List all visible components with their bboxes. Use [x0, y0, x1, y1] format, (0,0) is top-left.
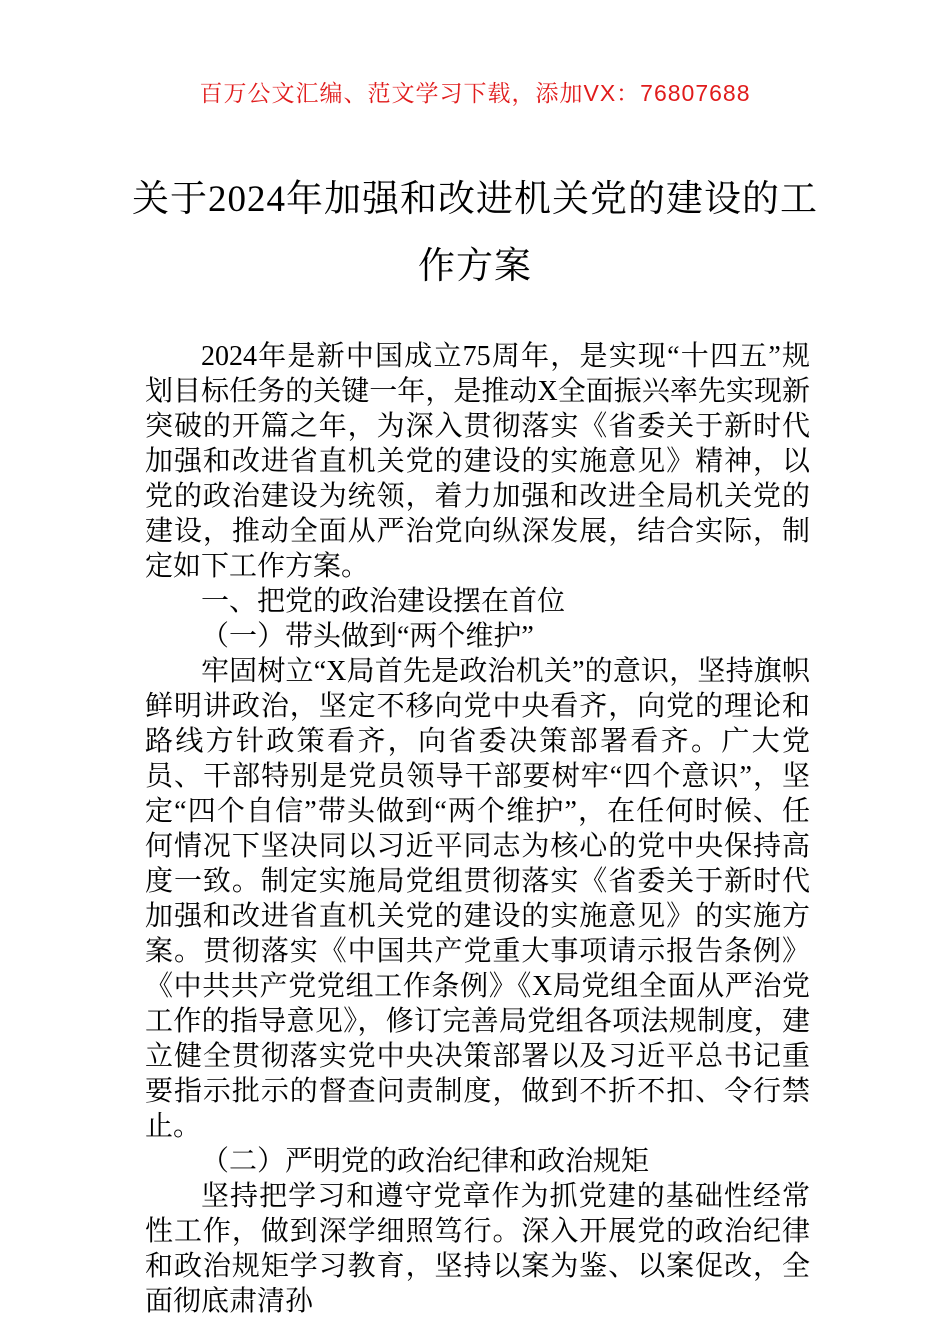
watermark-notice: 百万公文汇编、范文学习下载，添加VX：76807688: [199, 80, 751, 106]
document-title: 关于2024年加强和改进机关党的建设的工作方案: [132, 179, 818, 287]
section-heading: （一）带头做到“两个维护”: [201, 621, 534, 652]
paragraph: 牢固树立“X局首先是政治机关”的意识，坚持旗帜鲜明讲政治，坚定不移向党中央看齐，向党的理论和路线方针政策看齐，向省委决策部署看齐。广大党员、干部特别是党员领导干部要树牢“四个意识”，坚定“四个自信”带头做到“两个维护”，在任何时候、任何情况下坚决同以习近平同志为核心的党中央保持高度一致。制定实施局党组贯彻落实《省委关于新时代加强和改进省直机关党的建设的实施意见》的实施方案。贯彻落实《中国共产党重大事项请示报告条例》《中共共产党党组工作条例》《X局党组全面从严治党工作的指导意见》，修订完善局党组各项法规制度，建立健全贯彻落实党中央决策部署以及习近平总书记重要指示批示的督查问责制度，做到不折不扣、令行禁止。: [145, 656, 810, 1142]
document-body: [145, 339, 810, 1319]
section-heading: 一、把党的政治建设摆在首位: [201, 586, 566, 617]
paragraph: 2024年是新中国成立75周年，是实现“十四五”规划目标任务的关键一年，是推动X全面振兴率先实现新突破的开篇之年，为深入贯彻落实《省委关于新时代加强和改进省直机关党的建设的实施意见》精神，以党的政治建设为统领，着力加强和改进全局机关党的建设，推动全面从严治党向纵深发展，结合实际，制定如下工作方案。: [145, 341, 810, 582]
paragraph: 坚持把学习和遵守党章作为抓党建的基础性经常性工作，做到深学细照笃行。深入开展党的政治纪律和政治规矩学习教育，坚持以案为鉴、以案促改，全面彻底肃清孙: [145, 1181, 810, 1317]
section-heading: （二）严明党的政治纪律和政治规矩: [201, 1146, 650, 1177]
